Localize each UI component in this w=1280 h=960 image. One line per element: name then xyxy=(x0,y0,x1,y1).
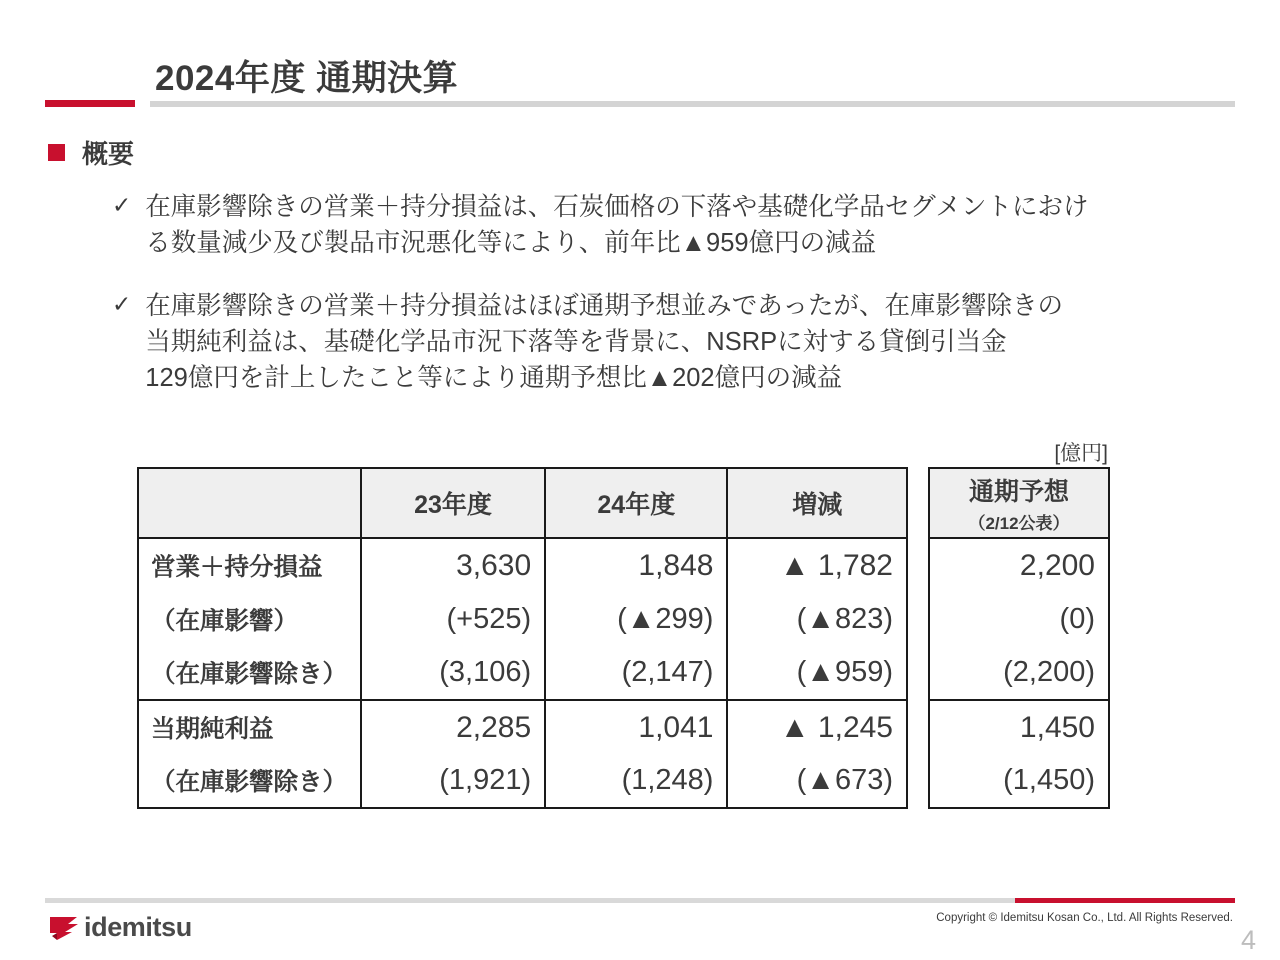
cell-fy24: (▲299) xyxy=(545,592,727,646)
row-label: （在庫影響） xyxy=(138,592,361,646)
cell-fy23: 2,285 xyxy=(361,700,545,754)
bullet-item xyxy=(112,288,1272,397)
section-heading xyxy=(48,134,134,171)
column-header-change: 増減 xyxy=(727,468,907,538)
row-label: （在庫影響除き） xyxy=(138,646,361,700)
table-row xyxy=(138,538,907,592)
cell-forecast: 1,450 xyxy=(929,700,1109,754)
row-label: 営業＋持分損益 xyxy=(138,538,361,592)
cell-change: (▲823) xyxy=(727,592,907,646)
forecast-header-row xyxy=(929,468,1109,538)
cell-forecast: (0) xyxy=(929,592,1109,646)
forecast-header-title: 通期予想 xyxy=(968,478,1069,506)
results-table xyxy=(137,467,908,809)
bullet-line: 在庫影響除きの営業＋持分損益はほぼ通期予想並みであったが、在庫影響除きの xyxy=(145,292,1064,320)
table-unit-label: [億円] xyxy=(1054,442,1108,465)
table-row xyxy=(929,700,1109,754)
section-heading-label: 概要 xyxy=(82,139,135,169)
logo-wordmark: idemitsu xyxy=(84,912,192,942)
bullet-line: る数量減少及び製品市況悪化等により、前年比▲959億円の減益 xyxy=(145,229,877,258)
table-row xyxy=(138,754,907,808)
cell-forecast: 2,200 xyxy=(929,538,1109,592)
title-rule-gray xyxy=(150,101,1235,107)
cell-fy24: 1,848 xyxy=(545,538,727,592)
forecast-table xyxy=(928,467,1110,809)
page-title: 2024年度 通期決算 xyxy=(155,59,459,98)
check-icon: ✓ xyxy=(112,192,132,218)
red-square-bullet-icon xyxy=(48,144,65,161)
check-icon: ✓ xyxy=(112,291,132,317)
footer-rule-red xyxy=(1015,898,1235,903)
cell-change: (▲673) xyxy=(727,754,907,808)
table-row xyxy=(138,592,907,646)
cell-fy24: (2,147) xyxy=(545,646,727,700)
bullet-text xyxy=(145,288,1272,397)
table-row xyxy=(929,754,1109,808)
title-accent-rule-red xyxy=(45,100,135,107)
bullet-line: 在庫影響除きの営業＋持分損益は、石炭価格の下落や基礎化学品セグメントにおけ xyxy=(145,193,1089,221)
bullet-text xyxy=(145,189,1272,261)
cell-fy24: (1,248) xyxy=(545,754,727,808)
bullet-item xyxy=(112,189,1272,261)
cell-fy23: (1,921) xyxy=(361,754,545,808)
cell-forecast: (1,450) xyxy=(929,754,1109,808)
bullet-line: 当期純利益は、基礎化学品市況下落等を背景に、NSRPに対する貸倒引当金 xyxy=(145,328,1007,357)
idemitsu-flag-icon xyxy=(48,914,80,941)
row-label: （在庫影響除き） xyxy=(138,754,361,808)
table-header-row xyxy=(138,468,907,538)
page-number: 4 xyxy=(1240,925,1256,955)
copyright-text: Copyright © Idemitsu Kosan Co., Ltd. All Rights Reserved. xyxy=(936,912,1233,924)
forecast-header-subtitle: （2/12公表） xyxy=(968,514,1070,533)
table-row xyxy=(929,646,1109,700)
cell-forecast: (2,200) xyxy=(929,646,1109,700)
table-row xyxy=(138,700,907,754)
cell-fy23: 3,630 xyxy=(361,538,545,592)
cell-change: ▲ 1,782 xyxy=(727,538,907,592)
column-header-blank xyxy=(138,468,361,538)
column-header-forecast xyxy=(929,468,1109,538)
cell-change: ▲ 1,245 xyxy=(727,700,907,754)
table-row xyxy=(929,538,1109,592)
bullet-line: 129億円を計上したこと等により通期予想比▲202億円の減益 xyxy=(145,364,843,393)
cell-fy23: (+525) xyxy=(361,592,545,646)
row-label: 当期純利益 xyxy=(138,700,361,754)
footer-rule-gray xyxy=(45,898,1125,903)
financial-tables xyxy=(137,467,1110,809)
company-logo xyxy=(48,914,192,941)
cell-change: (▲959) xyxy=(727,646,907,700)
table-row xyxy=(929,592,1109,646)
column-header-fy24: 24年度 xyxy=(545,468,727,538)
table-row xyxy=(138,646,907,700)
column-header-fy23: 23年度 xyxy=(361,468,545,538)
cell-fy23: (3,106) xyxy=(361,646,545,700)
cell-fy24: 1,041 xyxy=(545,700,727,754)
